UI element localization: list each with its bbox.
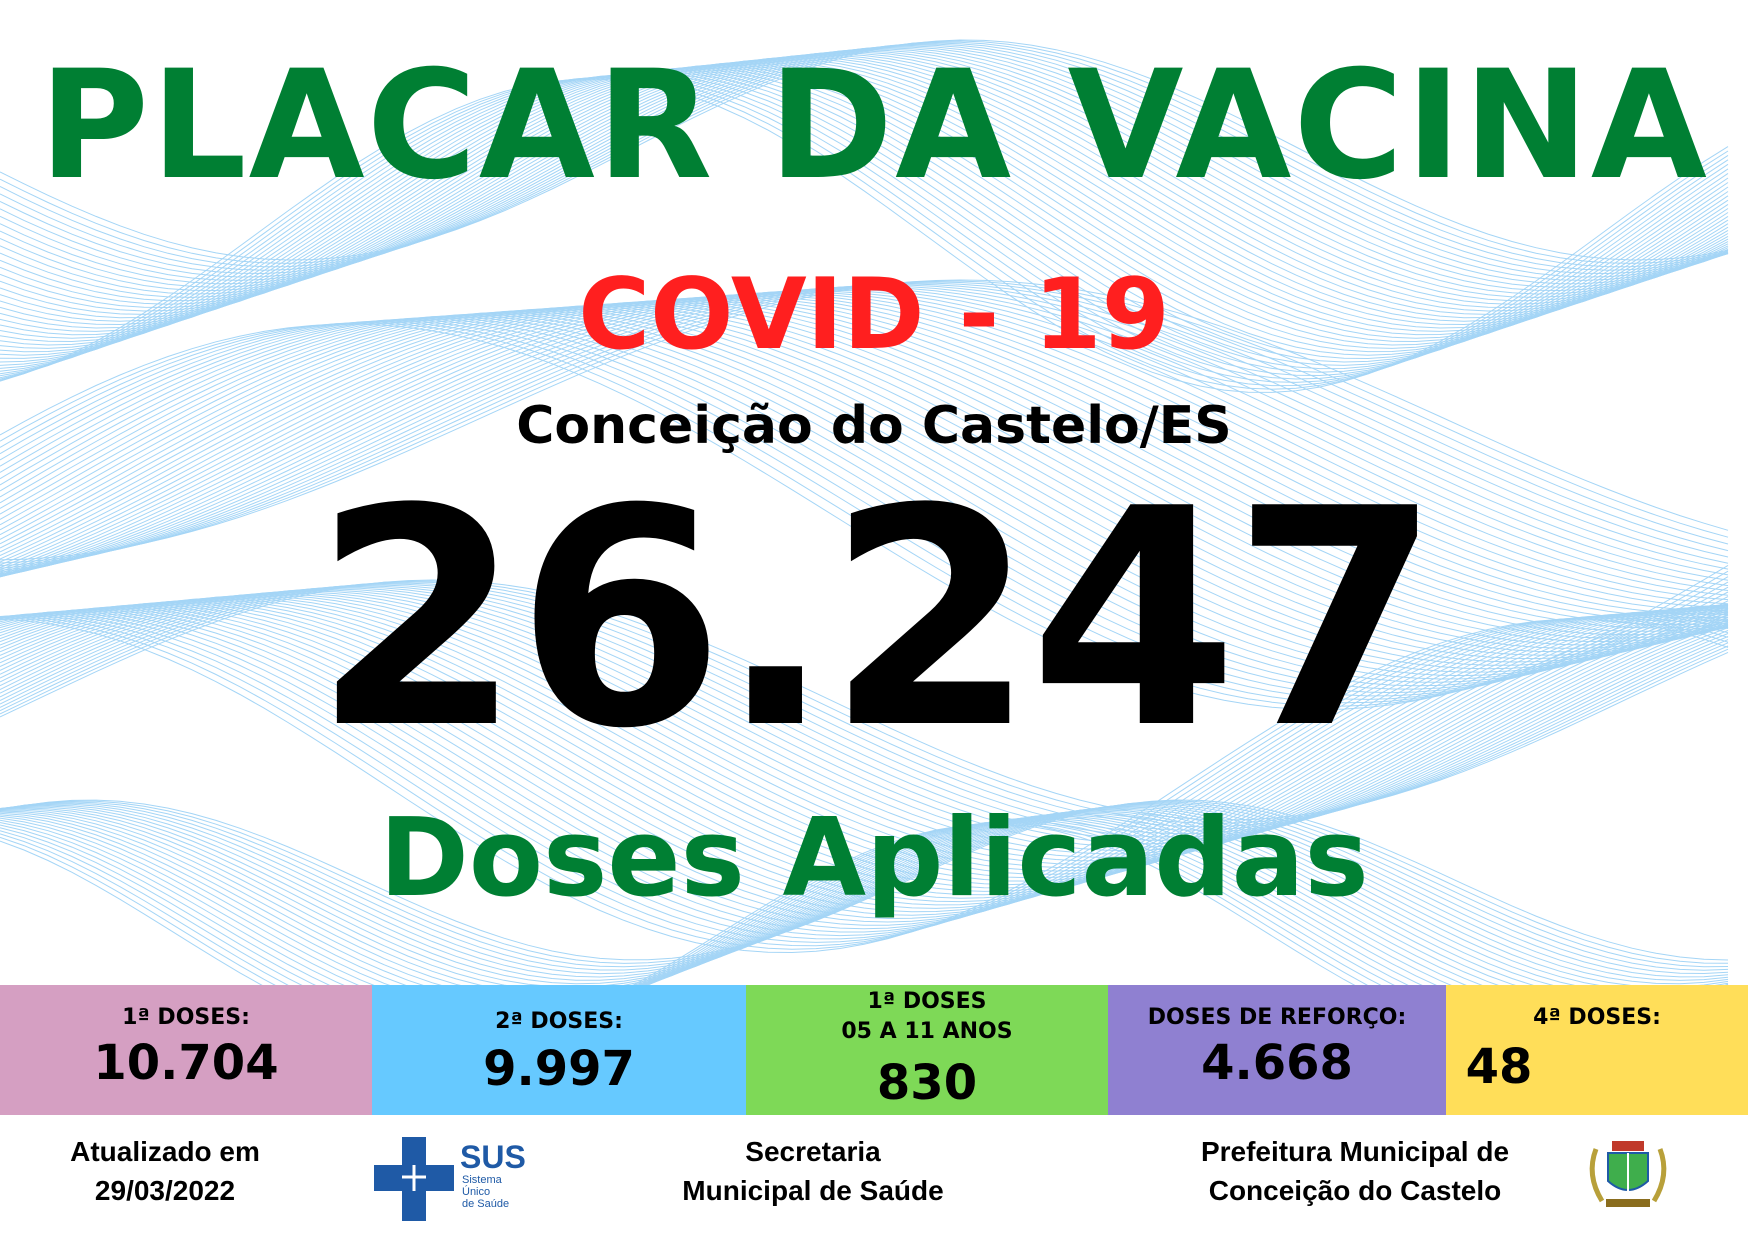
stat-second-dose [372, 985, 746, 1115]
secretaria-line1: Secretaria [745, 1136, 881, 1167]
updated-label: Atualizado em [70, 1136, 260, 1167]
updated-date [40, 1132, 290, 1210]
updated-value: 29/03/2022 [94, 1175, 236, 1207]
secretaria-name [640, 1132, 986, 1210]
sus-logo-line3: de Saúde [462, 1198, 510, 1210]
page-title: PLACAR DA VACINA [39, 39, 1709, 213]
stat-label: DOSES DE REFORÇO: [1147, 1005, 1407, 1030]
prefeitura-name [1150, 1132, 1560, 1210]
dose-stats-bar [0, 985, 1748, 1115]
sus-logo [374, 1137, 534, 1221]
sus-cross-icon [374, 1137, 454, 1221]
stat-first-dose-children [746, 985, 1108, 1115]
stat-value: 4.668 [1201, 1035, 1353, 1091]
stat-label: 1ª DOSES [867, 989, 987, 1014]
stat-first-dose [0, 985, 372, 1115]
stat-value: 830 [876, 1055, 978, 1111]
footer [0, 1115, 1748, 1240]
prefeitura-line1: Prefeitura Municipal de [1200, 1136, 1510, 1167]
stat-label-age-range: 05 A 11 ANOS [841, 1019, 1013, 1044]
stat-value: 48 [1465, 1039, 1533, 1095]
stat-fourth-dose [1446, 985, 1748, 1115]
sus-logo-line1: Sistema [462, 1174, 502, 1186]
prefeitura-line2: Conceição do Castelo [1208, 1175, 1502, 1207]
secretaria-line2: Municipal de Saúde [682, 1175, 944, 1207]
stat-label: 1ª DOSES: [122, 1005, 250, 1030]
sus-logo-title: SUS [460, 1139, 526, 1175]
stat-label: 4ª DOSES: [1533, 1005, 1661, 1030]
municipal-coat-of-arms-icon [1582, 1135, 1674, 1215]
stat-label: 2ª DOSES: [495, 1009, 623, 1034]
stat-value: 9.997 [483, 1041, 635, 1097]
covid-subtitle: COVID - 19 [578, 258, 1170, 372]
stat-value: 10.704 [93, 1035, 279, 1091]
total-doses-label: Doses Aplicadas [379, 796, 1369, 921]
city-name: Conceição do Castelo/ES [516, 396, 1232, 456]
total-doses-value: 26.247 [313, 445, 1435, 794]
sus-logo-line2: Único [462, 1186, 491, 1198]
